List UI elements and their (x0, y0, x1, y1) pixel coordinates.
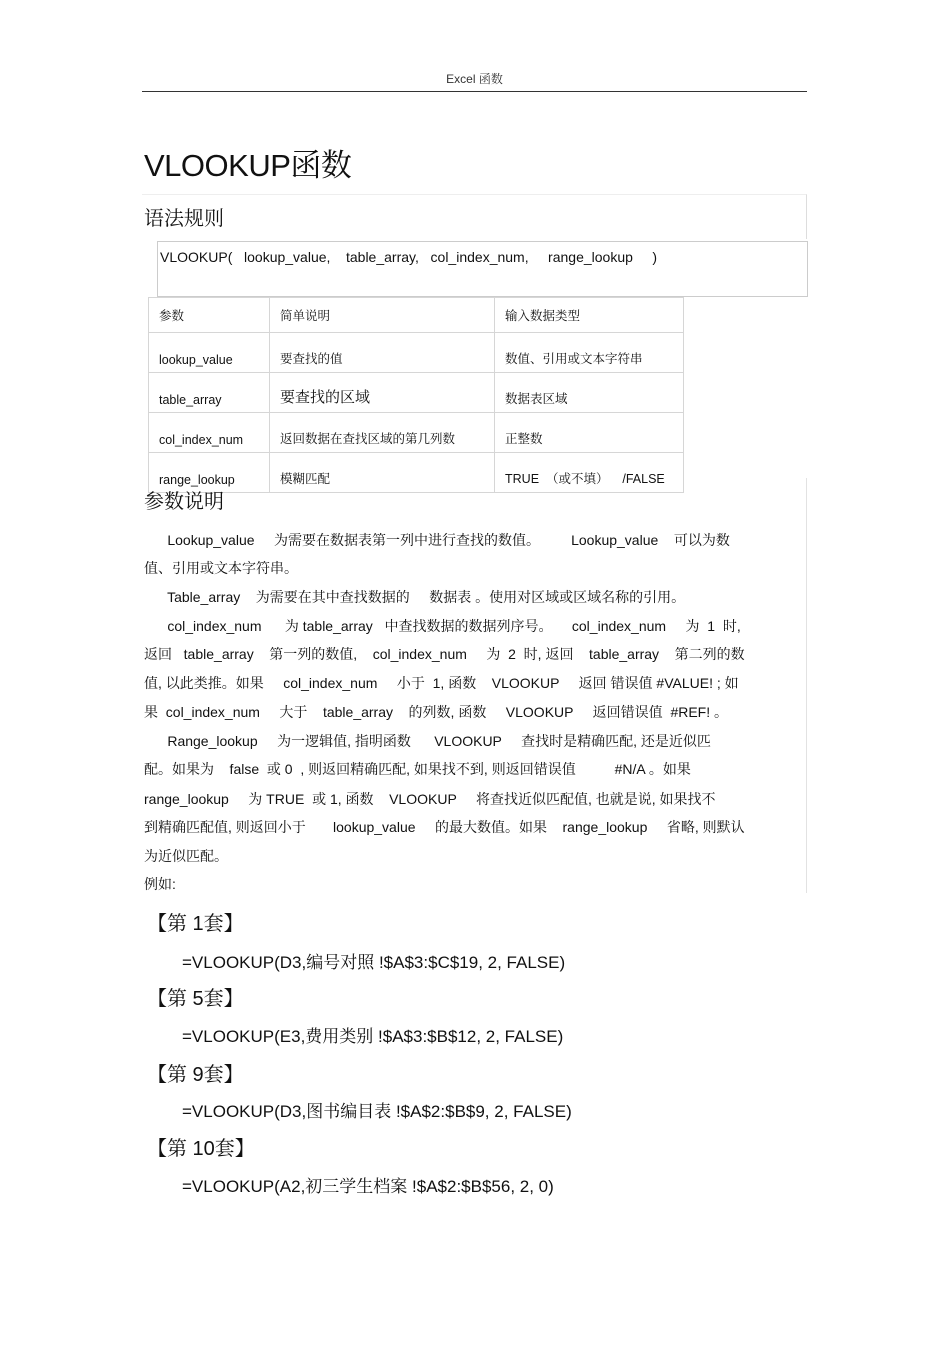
table-cell: 要查找的区域 (270, 373, 495, 413)
desc-line: 值, 以此类推。如果 col_index_num 小于 1, 函数 VLOOKUP 返回 错误值 #VALUE! ; 如 (144, 675, 739, 691)
table-cell: 返回数据在查找区域的第几列数 (270, 413, 495, 453)
desc-line: 为近似匹配。 (144, 848, 228, 864)
table-row (149, 453, 684, 493)
desc-line: 值、引用或文本字符串。 (144, 560, 298, 576)
syntax-heading: 语法规则 (144, 208, 224, 230)
page-title: VLOOKUP函数 (144, 148, 352, 183)
example-title: 【第 9套】 (147, 1064, 244, 1086)
table-cell: 正整数 (495, 413, 684, 453)
table-cell: 模糊匹配 (270, 453, 495, 493)
example-title: 【第 1套】 (147, 913, 244, 935)
example-formula: =VLOOKUP(E3,费用类别 !$A$3:$B$12, 2, FALSE) (182, 1027, 564, 1046)
param-table (148, 297, 684, 493)
desc-line: Range_lookup 为一逻辑值, 指明函数 VLOOKUP 查找时是精确匹配, 还是近似匹 (144, 733, 711, 749)
desc-line: 返回 table_array 第一列的数值, col_index_num 为 2 时, 返回 table_array 第二列的数 (144, 646, 745, 662)
header-rule (142, 91, 807, 92)
desc-heading: 参数说明 (144, 491, 224, 513)
syntax-text: VLOOKUP( lookup_value, table_array, col_index_num, range_lookup ) (160, 249, 658, 265)
table-row (149, 413, 684, 453)
table-header-cell: 简单说明 (270, 298, 495, 333)
example-title: 【第 5套】 (147, 988, 244, 1010)
table-row (149, 373, 684, 413)
desc-section-rule (806, 478, 807, 893)
desc-line: 果 col_index_num 大于 table_array 的列数, 函数 VLOOKUP 返回错误值 #REF! 。 (144, 704, 729, 720)
desc-line: Lookup_value 为需要在数据表第一列中进行查找的数值。 Lookup_value 可以为数 (144, 532, 730, 548)
page-header: Excel 函数 (446, 72, 503, 86)
syntax-section-box (142, 194, 807, 239)
example-formula: =VLOOKUP(A2,初三学生档案 !$A$2:$B$56, 2, 0) (182, 1177, 554, 1196)
table-cell: 数据表区域 (495, 373, 684, 413)
table-header-row (149, 298, 684, 333)
example-formula: =VLOOKUP(D3,图书编目表 !$A$2:$B$9, 2, FALSE) (182, 1102, 572, 1121)
example-formula: =VLOOKUP(D3,编号对照 !$A$3:$C$19, 2, FALSE) (182, 953, 566, 972)
table-header-cell: 输入数据类型 (495, 298, 684, 333)
desc-line: range_lookup 为 TRUE 或 1, 函数 VLOOKUP 将查找近似匹配值, 也就是说, 如果找不 (144, 791, 716, 807)
table-cell: TRUE （或不填） /FALSE (495, 453, 684, 493)
desc-line: 到精确匹配值, 则返回小于 lookup_value 的最大数值。如果 range_lookup 省略, 则默认 (144, 819, 745, 835)
table-cell: 要查找的值 (270, 333, 495, 373)
table-cell: range_lookup (149, 453, 270, 493)
table-cell: table_array (149, 373, 270, 413)
desc-line: 例如: (144, 876, 176, 892)
desc-line: Table_array 为需要在其中查找数据的 数据表 。使用对区域或区域名称的引用。 (144, 589, 686, 605)
table-cell: lookup_value (149, 333, 270, 373)
desc-line: 配。如果为 false 或 0 , 则返回精确匹配, 如果找不到, 则返回错误值 #N/A 。如果 (144, 761, 691, 777)
table-header-cell: 参数 (149, 298, 270, 333)
table-row (149, 333, 684, 373)
table-cell: col_index_num (149, 413, 270, 453)
table-cell: 数值、引用或文本字符串 (495, 333, 684, 373)
desc-line: col_index_num 为 table_array 中查找数据的数据列序号。 col_index_num 为 1 时, (144, 618, 741, 634)
example-title: 【第 10套】 (147, 1138, 255, 1160)
